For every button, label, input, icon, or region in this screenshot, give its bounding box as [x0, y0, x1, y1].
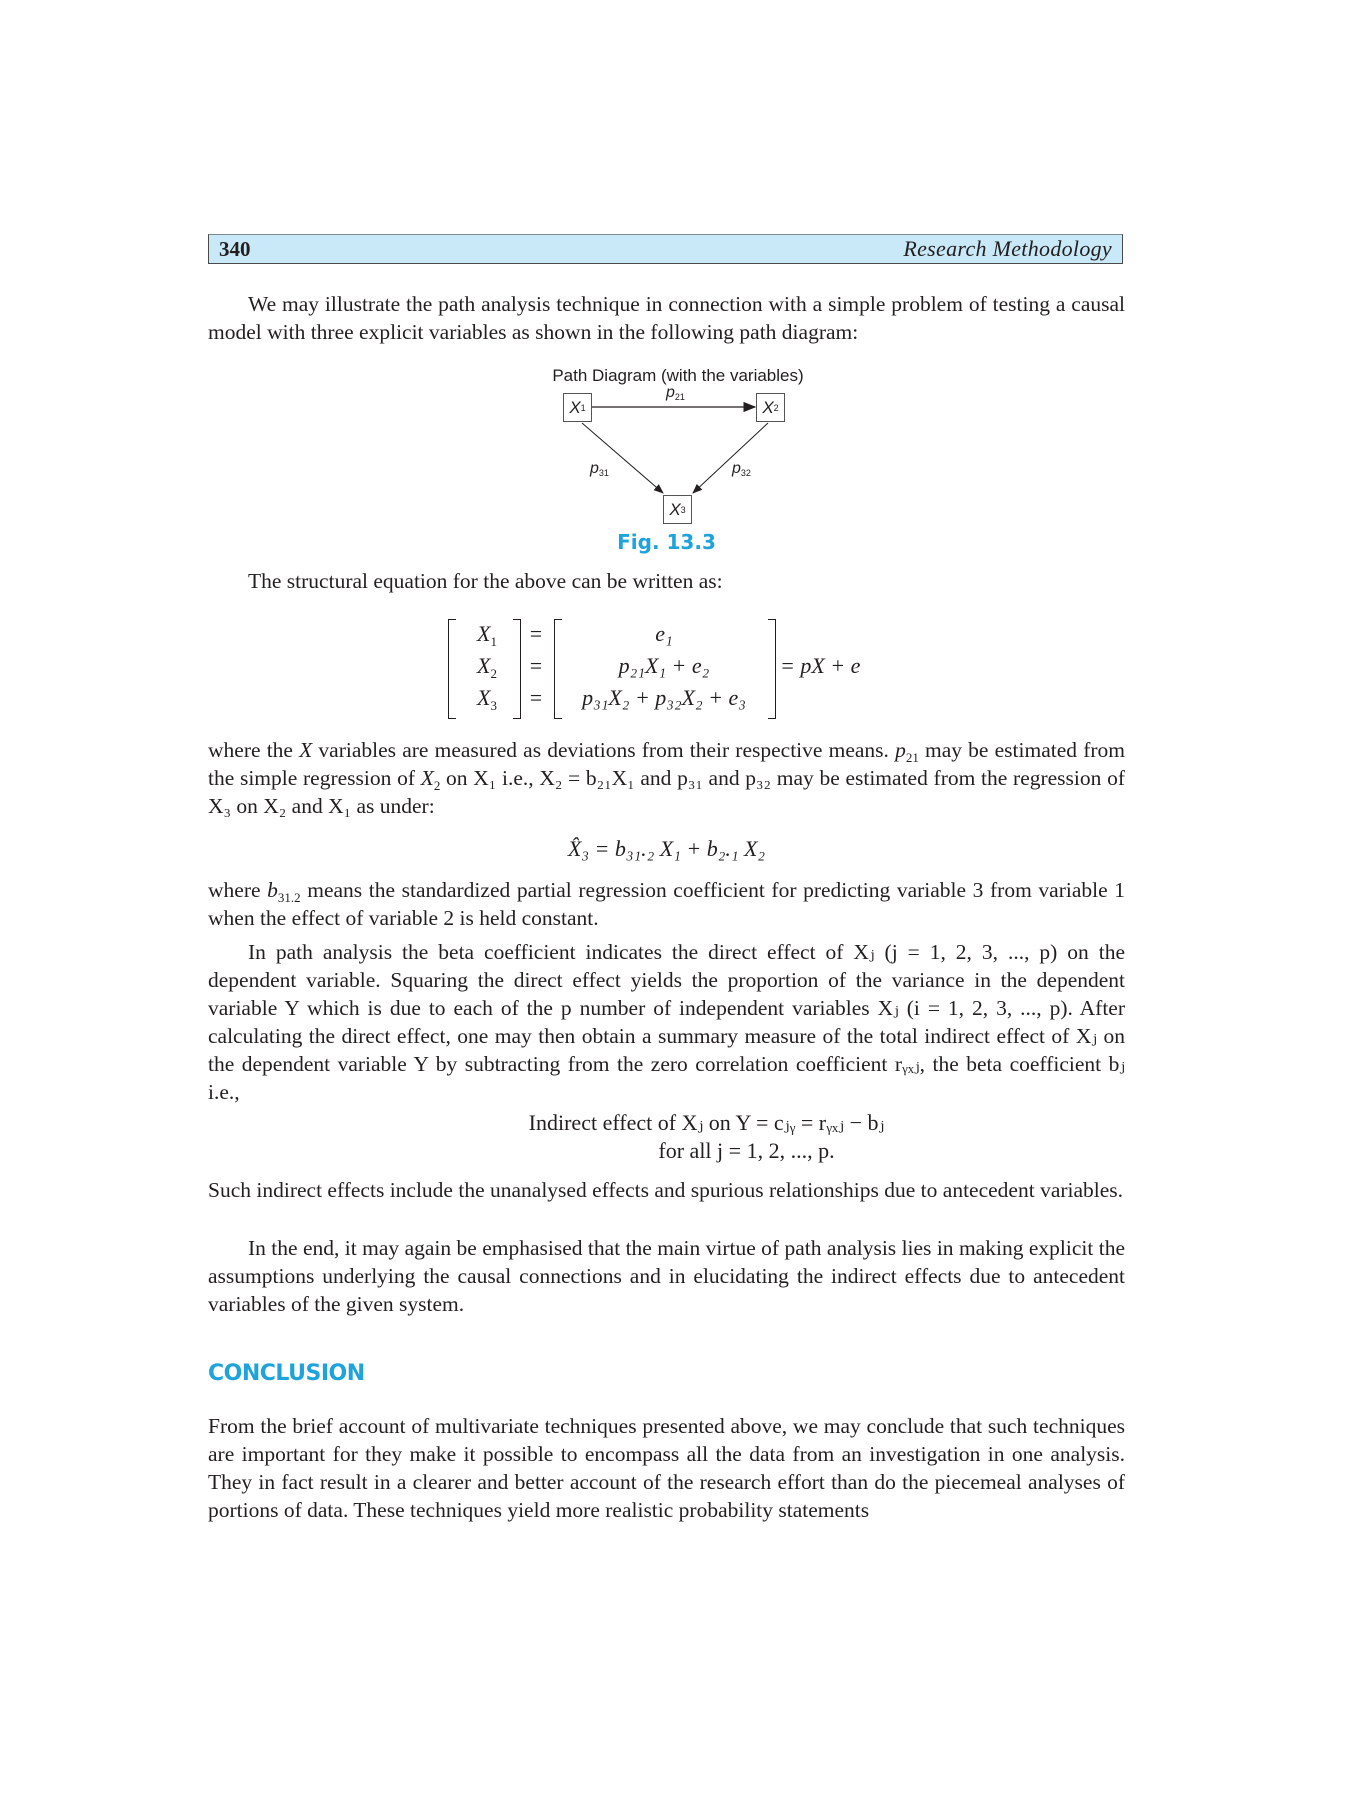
node-x2: X 2 — [756, 393, 785, 422]
where-paragraph: where the X variables are measured as deviations from their respective means. $p_{21}$ may be estimated from the simple regression of $X_2$ on X₁ i.e., X₂ = b₂₁X₁ and p₃₁ and p₃₂ may be estimated from the regression of X₃ on X₂ and X₁ as under: — [208, 738, 1126, 818]
node-x1: X 1 — [563, 393, 592, 422]
edge-label-p21: $p_{21}$ — [666, 384, 685, 402]
edge-label-p32: $p_{32}$ — [732, 460, 751, 478]
diagram-title: Path Diagram (with the variables) — [552, 366, 804, 385]
running-header — [208, 234, 1123, 264]
matrix-row-2: $X_2$ = p₂₁X₁ + e₂ = pX + e — [448, 653, 888, 685]
indirect-effects-paragraph: Such indirect effects include the unanalysed effects and spurious relationships due to antecedent variables. — [208, 1178, 1124, 1202]
matrix-row-3: $X_3$ = p₃₁X₂ + p₃₂X₂ + e₃ — [477, 685, 746, 713]
node-x3: X 3 — [663, 495, 692, 524]
page-number: 340 — [219, 236, 251, 261]
intro-paragraph: We may illustrate the path analysis technique in connection with a simple problem of testing a causal model with three explicit variables as shown in the following path diagram: — [208, 292, 1125, 344]
matrix-result: = pX + e — [780, 653, 861, 678]
path-analysis-paragraph: In path analysis the beta coefficient indicates the direct effect of Xⱼ (j = 1, 2, 3, ..., p) on the dependent variable. Squaring the direct effect yields the proportion of the variance in the dependent variable Y which is due to each of the p number of independent variables Xⱼ (i = 1, 2, 3, ..., p). After calculating the direct effect, one may then obtain a summary measure of the total indirect effect of Xⱼ on the dependent variable Y by subtracting from the zero correlation coefficient rᵧₓⱼ, the beta coefficient bⱼ i.e., — [208, 940, 1126, 1104]
indirect-effect-condition: for all j = 1, 2, ..., p. — [658, 1138, 835, 1163]
structural-equation-matrix — [448, 615, 888, 725]
indirect-effect-equation: Indirect effect of Xⱼ on Y = cⱼᵧ = rᵧₓⱼ − bⱼ — [528, 1110, 885, 1135]
closing-paragraph: In the end, it may again be emphasised that the main virtue of path analysis lies in making explicit the assumptions underlying the causal connections and in elucidating the indirect effects due to antecedent variables of the given system. — [208, 1236, 1125, 1316]
path-diagram — [538, 362, 818, 552]
regression-equation: X̂₃ = b₃₁.₂ X₁ + b₂.₁ X₂ — [567, 836, 766, 861]
running-title: Research Methodology — [903, 236, 1112, 261]
section-heading-conclusion: CONCLUSION — [208, 1361, 365, 1386]
conclusion-paragraph: From the brief account of multivariate techniques presented above, we may conclude that such techniques are important for they make it possible to encompass all the data from an investigation in one analysis. They in fact result in a clearer and better account of the research effort than do the piecemeal analyses of portions of data. These techniques yield more realistic probability statements — [208, 1414, 1125, 1522]
structural-lead: The structural equation for the above can be written as: — [248, 569, 723, 593]
b312-paragraph: where $b_{31.2}$ means the standardized partial regression coefficient for predicting variable 3 from variable 1 when the effect of variable 2 is held constant. — [208, 878, 1125, 930]
matrix-row-1: $X_1$ = e₁ — [477, 621, 673, 649]
edge-label-p31: $p_{31}$ — [590, 460, 609, 478]
figure-caption: Fig. 13.3 — [617, 530, 716, 554]
